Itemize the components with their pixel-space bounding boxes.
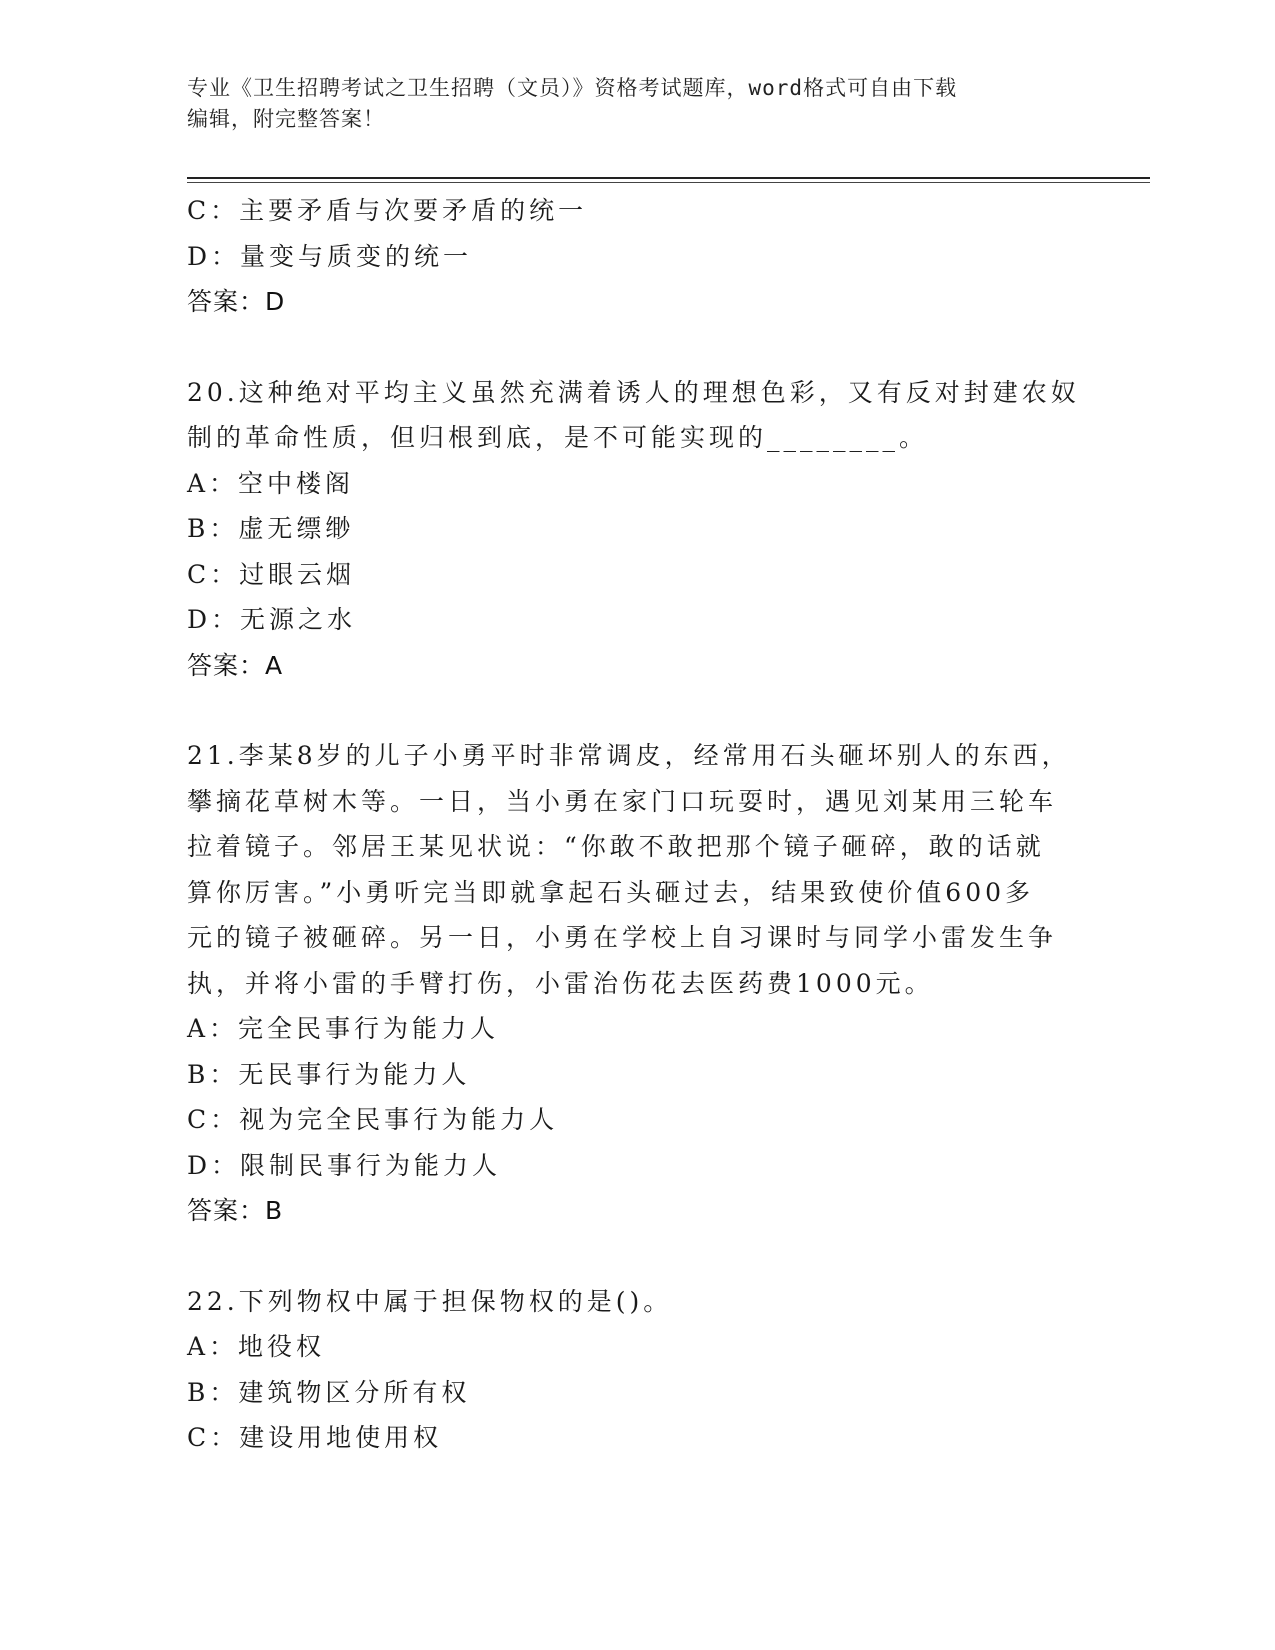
answer-line: 答案：B [187,1196,284,1225]
header-divider-thin [187,182,1150,183]
option-c: C：主要矛盾与次要矛盾的统一 [187,196,588,225]
option-b: B：无民事行为能力人 [187,1059,471,1089]
question-stem-line: 21.李某8岁的儿子小勇平时非常调皮，经常用石头砸坏别人的东西， [187,741,1071,770]
option-a: A：地役权 [187,1332,326,1361]
header-line-2: 编辑，附完整答案！ [187,107,385,131]
option-a: A：空中楼阁 [187,468,355,498]
option-d: D：无源之水 [187,605,357,634]
question-stem-line: 算你厉害。”小勇听完当即就拿起石头砸过去，结果致使价值600多 [187,877,1035,907]
option-c: C：建设用地使用权 [187,1423,443,1452]
option-c: C：过眼云烟 [187,559,356,589]
option-d: D：量变与质变的统一 [187,241,473,271]
answer-line: 答案：D [187,287,286,316]
question-stem-line: 20.这种绝对平均主义虽然充满着诱人的理想色彩，又有反对封建农奴 [187,377,1080,407]
document-body [187,188,1087,1461]
option-d: D：限制民事行为能力人 [187,1150,502,1180]
header-divider-thick [187,177,1150,179]
question-stem-line: 执，并将小雷的手臂打伤，小雷治伤花去医药费1000元。 [187,968,934,998]
question-stem-line: 22.下列物权中属于担保物权的是()。 [187,1286,673,1316]
question-19-tail [187,188,1087,325]
question-stem-line: 拉着镜子。邻居王某见状说：“你敢不敢把那个镜子砸碎，敢的话就 [187,832,1045,861]
header-line-1: 专业《卫生招聘考试之卫生招聘（文员）》资格考试题库，word格式可自由下载 [187,76,958,100]
answer-line: 答案：A [187,650,284,680]
question-21 [187,733,1087,1234]
question-stem-line: 攀摘花草树木等。一日，当小勇在家门口玩耍时，遇见刘某用三轮车 [187,786,1058,816]
option-b: B：建筑物区分所有权 [187,1377,471,1407]
question-stem-line: 制的革命性质，但归根到底，是不可能实现的________。 [187,423,929,452]
document-header [187,73,1087,135]
option-b: B：虚无缥缈 [187,514,355,543]
question-stem-line: 元的镜子被砸碎。另一日，小勇在学校上自习课时与同学小雷发生争 [187,923,1058,952]
option-c: C：视为完全民事行为能力人 [187,1105,559,1134]
question-22 [187,1279,1087,1461]
question-20 [187,370,1087,689]
option-a: A：完全民事行为能力人 [187,1014,500,1043]
